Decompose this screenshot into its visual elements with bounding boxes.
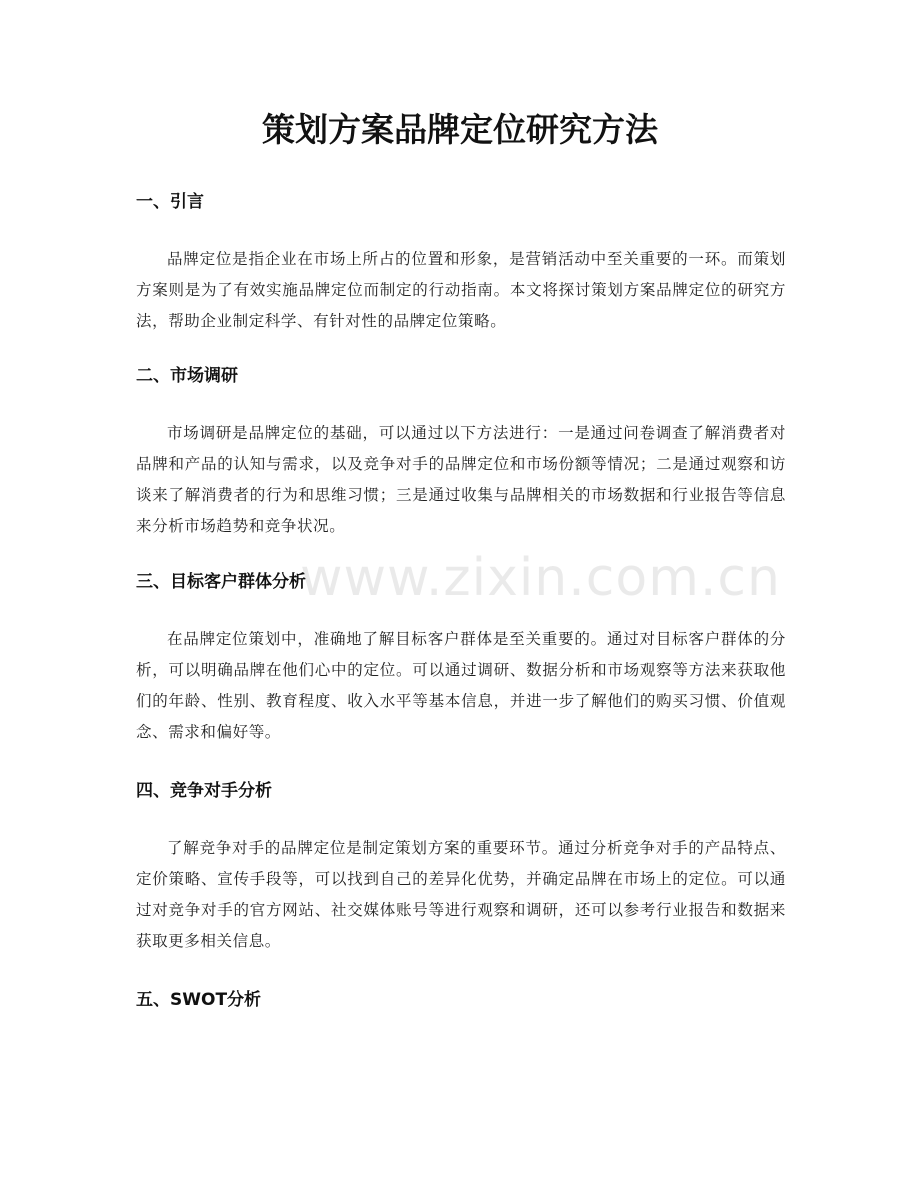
- page-title: 策划方案品牌定位研究方法: [262, 110, 658, 149]
- section-competitor-analysis: [136, 779, 786, 957]
- section-heading: 三、目标客户群体分析: [136, 572, 306, 592]
- section-paragraph: 在品牌定位策划中，准确地了解目标客户群体是至关重要的。通过对目标客户群体的分析，可以明确品牌在他们心中的定位。可以通过调研、数据分析和市场观察等方法来获取他们的年龄、性别、教育程度、收入水平等基本信息，并进一步了解他们的购买习惯、价值观念、需求和偏好等。: [136, 630, 786, 741]
- section-target-customer-analysis: [136, 570, 786, 748]
- watermark: www.zixin.com.cn: [300, 548, 781, 608]
- section-heading: 四、竞争对手分析: [136, 781, 272, 801]
- section-market-research: [136, 364, 786, 542]
- section-heading: 一、引言: [136, 192, 204, 212]
- section-heading: 二、市场调研: [136, 366, 238, 386]
- section-paragraph: 品牌定位是指企业在市场上所占的位置和形象，是营销活动中至关重要的一环。而策划方案则是为了有效实施品牌定位而制定的行动指南。本文将探讨策划方案品牌定位的研究方法，帮助企业制定科学、有针对性的品牌定位策略。: [136, 250, 786, 330]
- section-paragraph: 了解竞争对手的品牌定位是制定策划方案的重要环节。通过分析竞争对手的产品特点、定价策略、宣传手段等，可以找到自己的差异化优势，并确定品牌在市场上的定位。可以通过对竞争对手的官方网站、社交媒体账号等进行观察和调研，还可以参考行业报告和数据来获取更多相关信息。: [136, 839, 786, 950]
- section-paragraph: 市场调研是品牌定位的基础，可以通过以下方法进行：一是通过问卷调查了解消费者对品牌和产品的认知与需求，以及竞争对手的品牌定位和市场份额等情况；二是通过观察和访谈来了解消费者的行为和思维习惯；三是通过收集与品牌相关的市场数据和行业报告等信息来分析市场趋势和竞争状况。: [136, 424, 786, 535]
- section-swot-analysis: [136, 988, 786, 1012]
- section-introduction: [136, 190, 786, 337]
- section-heading: 五、SWOT分析: [136, 990, 262, 1010]
